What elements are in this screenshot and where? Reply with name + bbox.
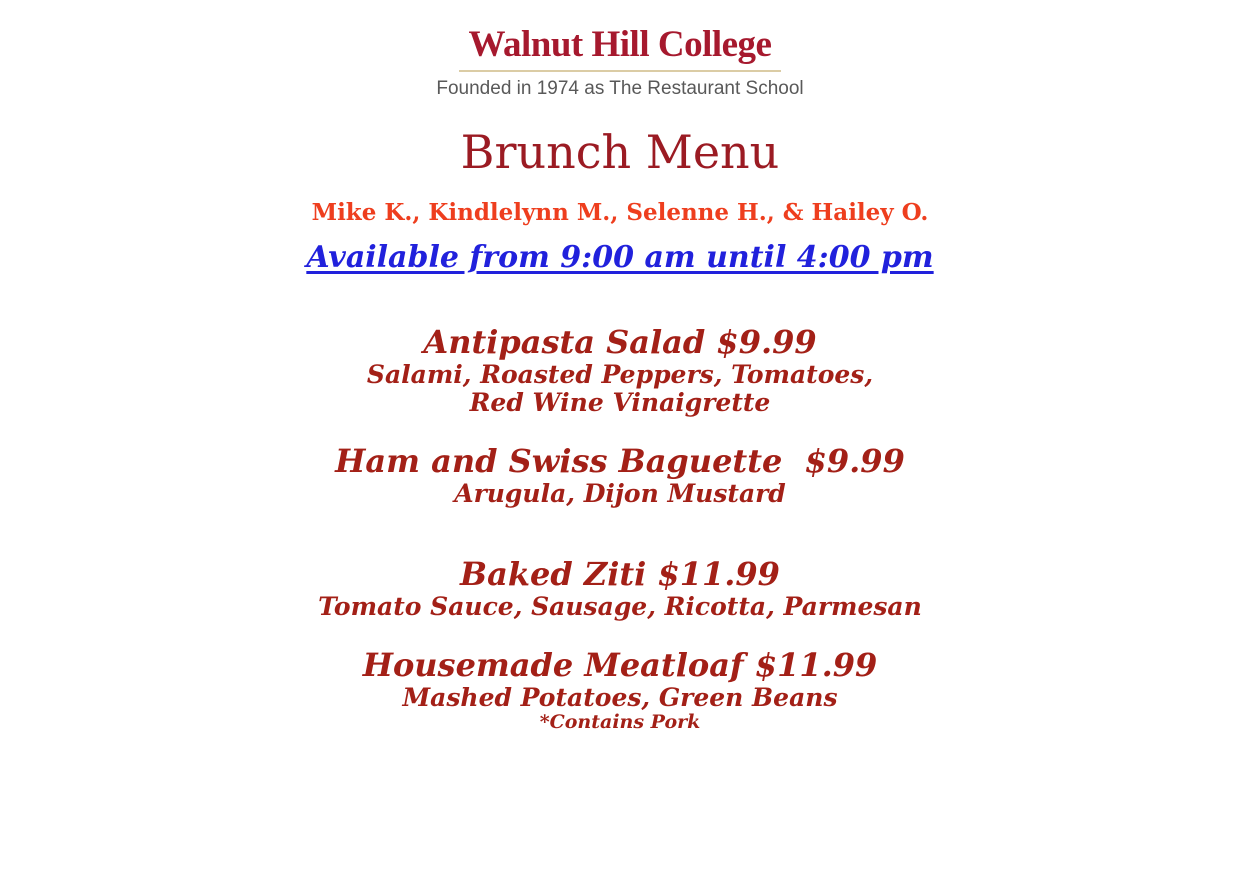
menu-item-housemade-meatloaf (0, 647, 1240, 734)
logo-divider (459, 70, 781, 72)
item-contains-pork-note: *Contains Pork (539, 711, 701, 734)
item-description-line: Red Wine Vinaigrette (469, 387, 771, 417)
menu-item-ham-and-swiss-baguette (0, 443, 1240, 508)
college-logo (0, 0, 1240, 98)
item-title: Baked Ziti $11.99 (460, 555, 780, 594)
authors-line: Mike K., Kindlelynn M., Selenne H., & Hailey O. (311, 198, 929, 226)
item-title: Housemade Meatloaf $11.99 (362, 646, 878, 685)
item-description-line: Salami, Roasted Peppers, Tomatoes, (366, 359, 874, 389)
item-description-line: Tomato Sauce, Sausage, Ricotta, Parmesan (318, 591, 922, 621)
college-logo-wordmark: Walnut Hill College (468, 24, 772, 65)
item-title: Ham and Swiss Baguette $9.99 (335, 442, 905, 481)
availability-line: Available from 9:00 am until 4:00 pm (306, 239, 934, 275)
item-description-line: Mashed Potatoes, Green Beans (402, 683, 838, 713)
college-logo-tagline: Founded in 1974 as The Restaurant School (436, 77, 804, 99)
menu-item-antipasta-salad (0, 324, 1240, 417)
item-title: Antipasta Salad $9.99 (423, 322, 817, 361)
page-title: Brunch Menu (460, 124, 780, 179)
menu-items (0, 324, 1240, 734)
menu-item-baked-ziti (0, 556, 1240, 621)
item-description-line: Arugula, Dijon Mustard (454, 478, 786, 508)
